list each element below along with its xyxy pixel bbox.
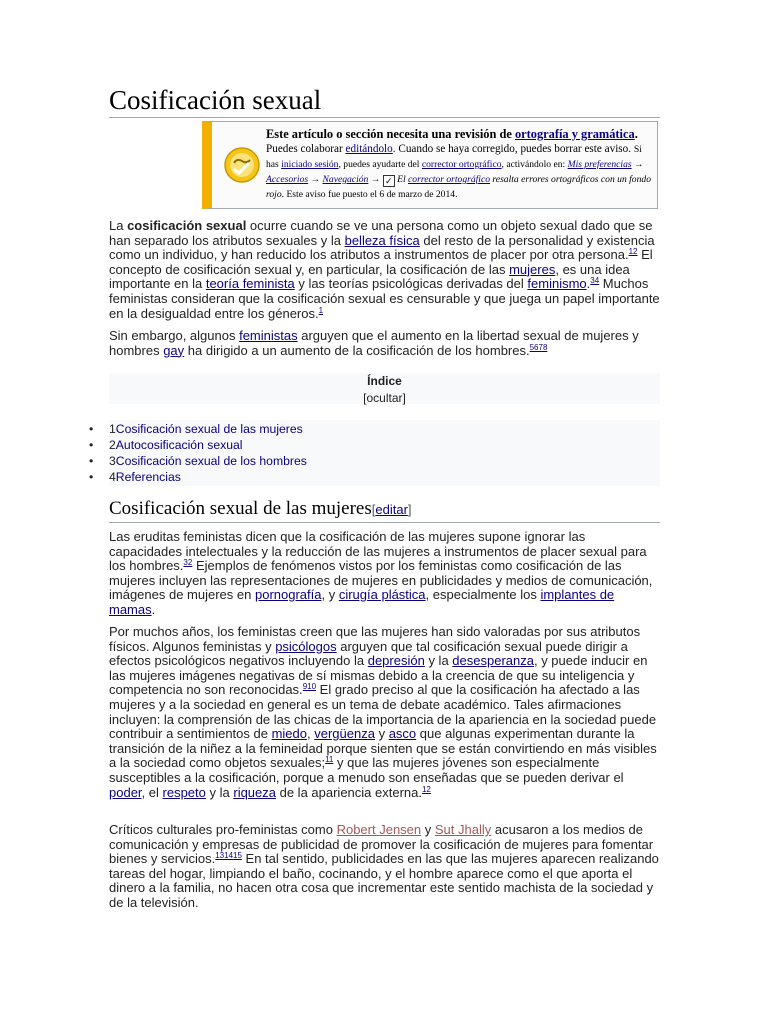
edit-section: [editar] — [371, 502, 412, 517]
ref-12b[interactable]: 12 — [421, 784, 431, 794]
link-cirugia-plastica[interactable]: cirugía plástica — [338, 587, 426, 603]
link-verguenza[interactable]: vergüenza — [314, 726, 375, 742]
ref-131415[interactable]: 131415 — [215, 851, 242, 861]
ref-11[interactable]: 11 — [325, 755, 334, 765]
ref-12[interactable]: 12 — [628, 247, 638, 257]
section-paragraph-1: Las eruditas feministas dicen que la cosificación de las mujeres supone ignorar las capacidades intelectuales y la reducción de las mujeres a instrumentos de placer sexual para los hombres.$^{32}$ Ejemplos de fenómenos vistos por los feministas como cosificación de las mujeres incluyen las representaciones de mujeres en publicidades y medios de comunicación, imágenes de mujeres en pornografía, y cirugía plástica, especialmente los implantes de mamas. — [109, 529, 653, 617]
link-respeto[interactable]: respeto — [162, 784, 206, 800]
link-robert-jensen[interactable]: Robert Jensen — [336, 822, 422, 837]
link-sut-jhally[interactable]: Sut Jhally — [434, 822, 492, 837]
notice-lead: Este artículo o sección necesita una revisión de — [266, 127, 515, 141]
link-miedo[interactable]: miedo — [271, 726, 308, 742]
toc-item-4[interactable]: • 4Referencias — [89, 470, 181, 484]
link-pornografia[interactable]: pornografía — [254, 587, 322, 603]
toc-item-3[interactable]: • 3Cosificación sexual de los hombres — [89, 454, 307, 468]
link-teoria-feminista[interactable]: teoría feminista — [205, 276, 295, 292]
link-mis-preferencias[interactable]: Mis preferencias — [567, 159, 632, 170]
toc-toggle[interactable]: [ocultar] — [363, 391, 406, 405]
toc-title: Índice — [367, 374, 402, 388]
link-mujeres[interactable]: mujeres — [509, 261, 556, 277]
link-feminismo[interactable]: feminismo — [527, 276, 587, 292]
link-accesorios[interactable]: Accesorios — [266, 174, 309, 185]
link-poder[interactable]: poder — [109, 784, 142, 800]
toc-header — [109, 373, 660, 404]
checkbox-icon: ✓ — [383, 175, 395, 187]
section-paragraph-2: Por muchos años, los feministas creen que las mujeres han sido valoradas por sus atributos físicos. Algunos feministas y psicólogos arguyen que tal cosificación sexual puede dirigir a efectos psicológicos negativos incluyendo la depresión y la desesperanza, y puede inducir en las mujeres imágenes negativas de sí mismas debido a la creencia de que su inteligencia y competencia no son reconocidas.$^{910}$ El grado preciso al que la cosificación ha afectado a las mujeres y a la sociedad en general es un tema de debate académico. Tales afirmaciones incluyen: la comprensión de las chicas de la importancia de la apariencia en la sociedad puede contribuir a sentimientos de miedo, vergüenza y asco que algunas experimentan durante la transición de la niñez a la femineidad porque sienten que se están convirtiendo en más visibles a la sociedad como objetos sexuales;$^{11}$ y que las mujeres jóvenes son especialmente susceptibles a la cosificación, porque a menudo son enseñadas que se pueden derivar el poder, el respeto y la riqueza de la apariencia externa.$^{12}$ — [109, 624, 657, 800]
intro-paragraph-1: La cosificación sexual ocurre cuando se ve una persona como un objeto sexual dado que se han separado los atributos sexuales y la belleza física del resto de la personalidad y existencia como un individuo, y han reducido los atributos a instrumentos de placer por otra persona.$^{12}$ El concepto de cosificación sexual y, en particular, la cosificación de las mujeres, es una idea importante en la teoría feminista y las teorías psicológicas derivadas del feminismo.$^{34}$ Muchos feministas consideran que la cosificación sexual es censurable y que juega un papel importante en la desigualdad entre los géneros.$^1$ — [109, 218, 660, 321]
notice-text: Este artículo o sección necesita una revisión de ortografía y gramática. Puedes colaborar editándolo. Cuando se haya corregido, puedes borrar este aviso. Si has iniciado sesión, puedes ayudarte del corrector ortográfico, activándolo en: Mis preferencias → Accesorios → Navegación → ✓ El corrector ortográfico resalta errores ortográficos con un fondo rojo. Este aviso fue puesto el 6 de marzo de 2014. — [266, 127, 651, 200]
maintenance-notice — [202, 121, 658, 209]
link-psicologos[interactable]: psicólogos — [275, 638, 337, 654]
toc-item-2[interactable]: • 2Autocosificación sexual — [89, 438, 243, 452]
term-bold: cosificación sexual — [127, 218, 247, 233]
link-navegacion[interactable]: Navegación — [322, 174, 369, 185]
link-belleza-fisica[interactable]: belleza física — [344, 232, 420, 248]
edit-link[interactable]: editar — [375, 502, 408, 517]
toc-list — [89, 420, 660, 486]
link-corrector-2[interactable]: corrector ortográfico — [408, 174, 491, 185]
link-asco[interactable]: asco — [388, 726, 417, 742]
section-heading: Cosificación sexual de las mujeres[editar] — [109, 497, 660, 523]
ref-32[interactable]: 32 — [183, 558, 193, 568]
intro-paragraph-2: Sin embargo, algunos feministas arguyen que el aumento en la libertad sexual de mujeres y hombres gay ha dirigido a un aumento de la cosificación de los hombres.$^{5678}$ — [109, 328, 639, 358]
link-corrector[interactable]: corrector ortográfico — [421, 159, 502, 170]
link-implantes-de-mamas[interactable]: implantes de mamas — [109, 587, 615, 617]
page-title: Cosificación sexual — [109, 84, 660, 118]
link-riqueza[interactable]: riqueza — [233, 784, 276, 800]
toc-item-1[interactable]: • 1Cosificación sexual de las mujeres — [89, 422, 303, 436]
link-editandolo[interactable]: editándolo — [345, 143, 393, 155]
link-iniciado-sesion[interactable]: iniciado sesión — [281, 159, 339, 170]
link-depresion[interactable]: depresión — [367, 653, 425, 669]
link-ortografia[interactable]: ortografía y gramática — [514, 127, 635, 141]
ref-34[interactable]: 34 — [590, 276, 600, 286]
ref-910[interactable]: 910 — [302, 682, 317, 692]
spellcheck-icon — [222, 145, 262, 185]
link-gay[interactable]: gay — [163, 342, 185, 358]
ref-5678[interactable]: 5678 — [529, 342, 548, 352]
link-desesperanza[interactable]: desesperanza — [452, 653, 534, 669]
section-paragraph-3: Críticos culturales pro-feministas como Robert Jensen y Sut Jhally acusaron a los medios de comunicación y empresas de publicidad de promover la cosificación de mujeres para fomentar bienes y servicios.$^{131415}$ En tal sentido, publicidades en las que las mujeres aparecen realizando tareas del hogar, limpiando el baño, cocinando, y el hombre aparece como el que aporta el dinero a la familia, no hacen otra cosa que incrementar este sentido machista de la sociedad y de la televisión. — [109, 822, 659, 910]
link-feministas[interactable]: feministas — [239, 328, 298, 343]
ref-1[interactable]: 1 — [318, 305, 324, 315]
